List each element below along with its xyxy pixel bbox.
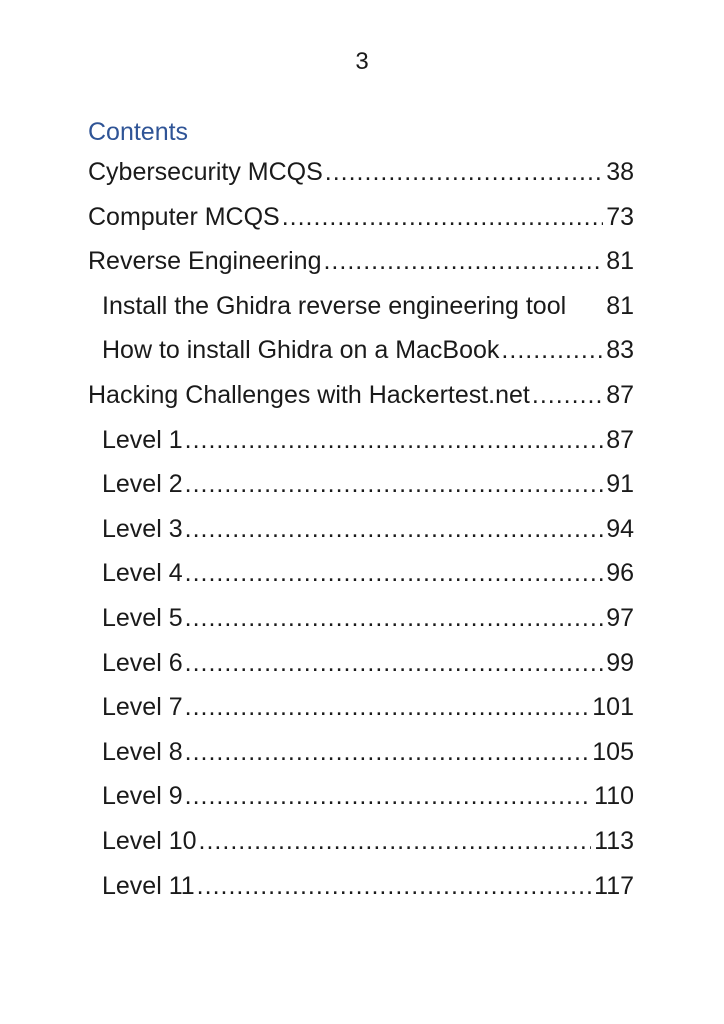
toc-dot-leader: [501, 330, 603, 370]
toc-entry-title: How to install Ghidra on a MacBook: [102, 336, 500, 365]
toc-dot-leader: [185, 687, 590, 727]
toc-dot-leader: [185, 643, 604, 683]
toc-entry-title: Level 8: [102, 737, 183, 766]
toc-dot-leader: [185, 464, 604, 504]
toc-dot-leader: [185, 732, 590, 772]
toc-entry-title: Level 9: [102, 782, 183, 811]
toc-entry-title: Level 4: [102, 559, 183, 588]
toc-entry-page: 87: [606, 425, 634, 454]
toc-dot-leader: [532, 375, 603, 415]
toc-entry-title: Level 2: [102, 470, 183, 499]
toc-entry-page: 81: [606, 291, 634, 320]
toc-entry-level-11[interactable]: [88, 866, 634, 911]
toc-entry-computer-mcqs[interactable]: [88, 197, 634, 242]
toc-entry-level-9[interactable]: [88, 776, 634, 821]
toc-entry-title: Level 1: [102, 425, 183, 454]
page-number: 3: [355, 48, 369, 75]
toc-entry-level-6[interactable]: [88, 643, 634, 688]
toc-entry-page: 81: [606, 247, 634, 276]
toc-entry-level-1[interactable]: [88, 420, 634, 465]
toc-heading: Contents: [88, 118, 189, 146]
toc-entry-title: Level 3: [102, 514, 183, 543]
toc-dot-leader: [185, 553, 604, 593]
toc-entry-page: 91: [606, 470, 634, 499]
toc-entry-title: Level 6: [102, 648, 183, 677]
toc-entry-page: 105: [592, 737, 634, 766]
toc-entry-level-3[interactable]: [88, 509, 634, 554]
toc-entry-cybersecurity-mcqs[interactable]: [88, 152, 634, 197]
toc-entry-page: 101: [592, 693, 634, 722]
toc-entry-page: 73: [606, 202, 634, 231]
toc-entry-hacking-challenges[interactable]: [88, 375, 634, 420]
toc-entry-reverse-engineering[interactable]: [88, 241, 634, 286]
toc-dot-leader: [185, 776, 592, 816]
toc-dot-leader: [185, 598, 604, 638]
toc-entry-title: Reverse Engineering: [88, 247, 322, 276]
toc-entry-page: 117: [594, 871, 634, 900]
toc-dot-leader: [325, 152, 603, 192]
toc-entry-title: Install the Ghidra reverse engineering tool: [102, 291, 567, 320]
toc-entry-title: Level 5: [102, 603, 183, 632]
toc-entry-page: 38: [606, 158, 634, 186]
toc-entry-title: Hacking Challenges with Hackertest.net: [88, 380, 530, 409]
toc-dot-leader: [323, 241, 603, 281]
toc-entry-page: 94: [606, 514, 634, 543]
toc-entry-page: 83: [606, 336, 634, 365]
toc-entry-page: 113: [594, 826, 634, 855]
toc-entry-title: Cybersecurity MCQS: [88, 158, 323, 186]
toc-entry-level-5[interactable]: [88, 598, 634, 643]
toc-dot-leader: [197, 866, 591, 906]
toc-entry-level-8[interactable]: [88, 732, 634, 777]
toc-dot-leader: [199, 821, 592, 861]
toc-entry-level-2[interactable]: [88, 464, 634, 509]
toc-entry-install-ghidra[interactable]: [88, 286, 634, 331]
toc-dot-leader: [185, 420, 604, 460]
toc-entry-title: Computer MCQS: [88, 202, 280, 231]
toc-entry-title: Level 10: [102, 826, 197, 855]
toc-entry-page: 97: [606, 603, 634, 632]
toc-entry-title: Level 11: [102, 871, 195, 900]
toc-entry-level-4[interactable]: [88, 553, 634, 598]
toc-entry-page: 99: [606, 648, 634, 677]
toc-entry-page: 110: [594, 782, 634, 811]
toc-dot-leader: [185, 509, 604, 549]
toc-entry-page: 87: [606, 380, 634, 409]
toc-entry-level-10[interactable]: [88, 821, 634, 866]
toc-dot-leader: [282, 197, 603, 237]
table-of-contents: [88, 152, 634, 910]
toc-entry-page: 96: [606, 559, 634, 588]
toc-entry-level-7[interactable]: [88, 687, 634, 732]
toc-entry-ghidra-macbook[interactable]: [88, 330, 634, 375]
toc-entry-title: Level 7: [102, 693, 183, 722]
